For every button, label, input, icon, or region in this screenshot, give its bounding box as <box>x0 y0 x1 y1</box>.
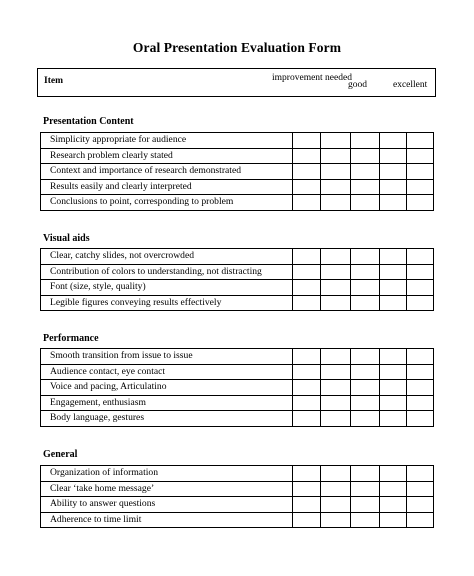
rating-box[interactable] <box>407 179 434 195</box>
item-label: Context and importance of research demonstrated <box>41 164 293 180</box>
rating-box[interactable] <box>321 264 351 280</box>
rating-box[interactable] <box>407 481 434 497</box>
rating-box[interactable] <box>351 512 380 528</box>
rating-box[interactable] <box>321 497 351 513</box>
rating-box[interactable] <box>293 249 321 265</box>
rating-box[interactable] <box>380 481 407 497</box>
rating-box[interactable] <box>407 466 434 482</box>
rating-box[interactable] <box>380 195 407 211</box>
item-label: Font (size, style, quality) <box>41 280 293 296</box>
rating-box[interactable] <box>380 179 407 195</box>
rating-box[interactable] <box>293 179 321 195</box>
section-title-visual-aids: Visual aids <box>43 233 90 244</box>
general-table <box>40 465 434 528</box>
rating-box[interactable] <box>351 148 380 164</box>
rating-box[interactable] <box>407 249 434 265</box>
table-row <box>41 395 434 411</box>
rating-box[interactable] <box>293 295 321 311</box>
rating-box[interactable] <box>321 179 351 195</box>
rating-box[interactable] <box>321 195 351 211</box>
rating-box[interactable] <box>321 466 351 482</box>
rating-box[interactable] <box>351 264 380 280</box>
rating-box[interactable] <box>380 512 407 528</box>
header-good: good <box>348 80 367 90</box>
rating-box[interactable] <box>293 380 321 396</box>
rating-box[interactable] <box>321 295 351 311</box>
rating-box[interactable] <box>293 264 321 280</box>
rating-box[interactable] <box>351 395 380 411</box>
rating-box[interactable] <box>351 195 380 211</box>
header-excellent: excellent <box>393 80 428 90</box>
rating-box[interactable] <box>321 380 351 396</box>
rating-box[interactable] <box>293 512 321 528</box>
rating-box[interactable] <box>293 164 321 180</box>
rating-box[interactable] <box>380 133 407 149</box>
rating-box[interactable] <box>351 179 380 195</box>
rating-box[interactable] <box>380 280 407 296</box>
item-label: Conclusions to point, corresponding to problem <box>41 195 293 211</box>
rating-box[interactable] <box>407 349 434 365</box>
table-row <box>41 280 434 296</box>
rating-box[interactable] <box>407 411 434 427</box>
item-label: Research problem clearly stated <box>41 148 293 164</box>
item-label: Organization of information <box>41 466 293 482</box>
rating-box[interactable] <box>407 380 434 396</box>
rating-box[interactable] <box>293 395 321 411</box>
rating-box[interactable] <box>380 380 407 396</box>
rating-box[interactable] <box>321 411 351 427</box>
rating-box[interactable] <box>293 466 321 482</box>
rating-box[interactable] <box>321 512 351 528</box>
rating-box[interactable] <box>293 497 321 513</box>
performance-table <box>40 348 434 427</box>
rating-box[interactable] <box>351 466 380 482</box>
rating-box[interactable] <box>293 411 321 427</box>
rating-box[interactable] <box>380 249 407 265</box>
item-label: Results easily and clearly interpreted <box>41 179 293 195</box>
rating-box[interactable] <box>321 280 351 296</box>
rating-box[interactable] <box>380 295 407 311</box>
rating-box[interactable] <box>293 133 321 149</box>
rating-box[interactable] <box>351 249 380 265</box>
rating-box[interactable] <box>407 133 434 149</box>
rating-box[interactable] <box>407 195 434 211</box>
rating-box[interactable] <box>380 148 407 164</box>
rating-box[interactable] <box>351 295 380 311</box>
rating-box[interactable] <box>407 148 434 164</box>
item-label: Clear ‘take home message’ <box>41 481 293 497</box>
rating-box[interactable] <box>380 164 407 180</box>
header-item: Item <box>44 76 63 86</box>
table-row <box>41 295 434 311</box>
table-row <box>41 148 434 164</box>
item-label: Legible figures conveying results effectively <box>41 295 293 311</box>
form-title: Oral Presentation Evaluation Form <box>132 40 342 55</box>
item-label: Simplicity appropriate for audience <box>41 133 293 149</box>
rating-box[interactable] <box>380 497 407 513</box>
rating-box[interactable] <box>321 481 351 497</box>
rating-box[interactable] <box>407 280 434 296</box>
rating-box[interactable] <box>351 380 380 396</box>
section-title-performance: Performance <box>43 333 99 344</box>
rating-box[interactable] <box>407 295 434 311</box>
table-row <box>41 512 434 528</box>
rating-box[interactable] <box>321 364 351 380</box>
table-row <box>41 133 434 149</box>
table-row <box>41 179 434 195</box>
table-row <box>41 380 434 396</box>
rating-box[interactable] <box>293 364 321 380</box>
rating-box[interactable] <box>407 512 434 528</box>
section-title-presentation-content: Presentation Content <box>43 116 134 127</box>
rating-box[interactable] <box>321 249 351 265</box>
item-label: Clear, catchy slides, not overcrowded <box>41 249 293 265</box>
rating-box[interactable] <box>407 164 434 180</box>
rating-box[interactable] <box>351 349 380 365</box>
rating-box[interactable] <box>351 411 380 427</box>
rating-box[interactable] <box>351 280 380 296</box>
rating-box[interactable] <box>293 195 321 211</box>
rating-box[interactable] <box>321 164 351 180</box>
rating-box[interactable] <box>380 264 407 280</box>
table-row <box>41 249 434 265</box>
item-label: Audience contact, eye contact <box>41 364 293 380</box>
rating-box[interactable] <box>351 364 380 380</box>
rating-box[interactable] <box>351 164 380 180</box>
rating-box[interactable] <box>351 497 380 513</box>
table-row <box>41 264 434 280</box>
rating-box[interactable] <box>293 280 321 296</box>
item-label: Adherence to time limit <box>41 512 293 528</box>
rating-box[interactable] <box>351 481 380 497</box>
table-row <box>41 195 434 211</box>
item-label: Engagement, enthusiasm <box>41 395 293 411</box>
presentation-content-table <box>40 132 434 211</box>
item-label: Smooth transition from issue to issue <box>41 349 293 365</box>
rating-box[interactable] <box>293 481 321 497</box>
rating-box[interactable] <box>407 264 434 280</box>
rating-box[interactable] <box>407 497 434 513</box>
rating-box[interactable] <box>380 349 407 365</box>
rating-box[interactable] <box>380 411 407 427</box>
rating-box[interactable] <box>293 148 321 164</box>
visual-aids-table <box>40 248 434 311</box>
table-row <box>41 497 434 513</box>
rating-box[interactable] <box>407 395 434 411</box>
item-label: Contribution of colors to understanding, not distracting <box>41 264 293 280</box>
rating-box[interactable] <box>351 133 380 149</box>
rating-box[interactable] <box>380 466 407 482</box>
header-improvement-needed: improvement needed <box>272 73 352 83</box>
section-title-general: General <box>43 449 78 460</box>
item-label: Body language, gestures <box>41 411 293 427</box>
rating-box[interactable] <box>380 395 407 411</box>
table-row <box>41 466 434 482</box>
rating-box[interactable] <box>321 133 351 149</box>
rating-box[interactable] <box>380 364 407 380</box>
rating-box[interactable] <box>293 349 321 365</box>
item-label: Ability to answer questions <box>41 497 293 513</box>
table-row <box>41 364 434 380</box>
table-row <box>41 411 434 427</box>
column-header-row <box>37 68 436 97</box>
table-row <box>41 481 434 497</box>
table-row <box>41 349 434 365</box>
table-row <box>41 164 434 180</box>
item-label: Voice and pacing, Articulatino <box>41 380 293 396</box>
rating-box[interactable] <box>321 148 351 164</box>
rating-box[interactable] <box>321 395 351 411</box>
rating-box[interactable] <box>407 364 434 380</box>
rating-box[interactable] <box>321 349 351 365</box>
